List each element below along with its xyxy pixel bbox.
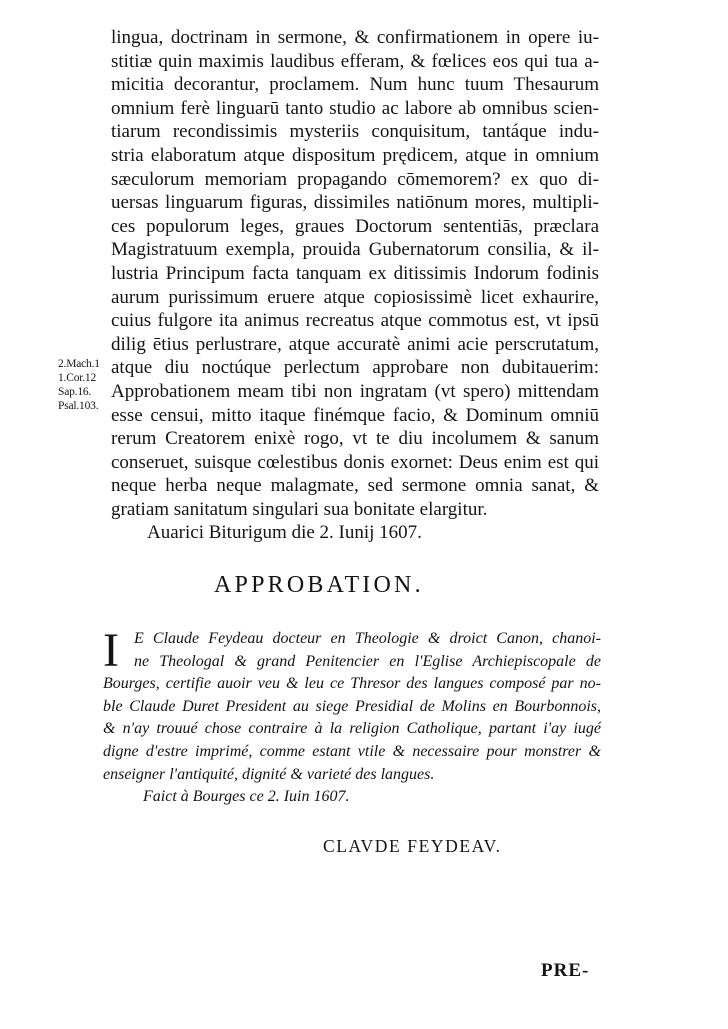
margin-note: 2.Mach.1 bbox=[58, 358, 100, 370]
latin-line: ces populorum leges, graues Doctorum sententiās, præclara bbox=[111, 215, 599, 237]
latin-line: stitiæ quin maximis laudibus efferam, & fœlices eos qui tua a- bbox=[111, 50, 599, 72]
margin-notes bbox=[58, 357, 100, 413]
latin-line: stria elaboratum atque dispositum prędicem, atque in omnium bbox=[111, 144, 599, 166]
approbation-line: & n'ay trouué chose contraire à la religion Catholique, partant i'ay iugé bbox=[103, 720, 601, 738]
margin-note: Psal.103. bbox=[58, 400, 99, 412]
latin-line: omnium ferè linguarū tanto studio ac labore ab omnibus scien- bbox=[111, 97, 599, 119]
approbation-line: Bourges, certifie auoir veu & leu ce Thresor des langues composé par no- bbox=[103, 675, 601, 693]
approbation-line: enseigner l'antiquité, dignité & varieté des langues. bbox=[103, 765, 435, 783]
margin-note: 1.Cor.12 bbox=[58, 372, 97, 384]
approbation-heading: APPROBATION. bbox=[214, 572, 424, 598]
latin-date-line: Auarici Biturigum die 2. Iunij 1607. bbox=[147, 522, 422, 544]
latin-line: conseruet, suisque cœlestibus donis exornet: Deus enim est qui bbox=[111, 451, 599, 473]
latin-line: cuius fulgore ita animus recreatus atque commotus est, vt ipsū bbox=[111, 310, 599, 332]
latin-line: Approbationem meam tibi non ingratam (vt spero) mittendam bbox=[111, 380, 599, 402]
approbation-text-block bbox=[103, 624, 601, 809]
latin-line: lustria Principum facta tanquam ex ditissimis Indorum fodinis bbox=[111, 262, 599, 284]
signature: CLAVDE FEYDEAV. bbox=[323, 836, 502, 856]
latin-line: Magistratuum exempla, prouida Gubernatorum consilia, & il- bbox=[111, 239, 599, 261]
latin-line: rerum Creatorem enixè rogo, vt te diu incolumem & sanum bbox=[111, 428, 599, 450]
latin-line: neque herba neque malagmate, sed sermone omnia sanat, & bbox=[111, 475, 599, 497]
approbation-line: ne Theologal & grand Penitencier en l'Eglise Archiepiscopale de bbox=[134, 652, 601, 670]
latin-line: tiarum recondissimis mysteriis conquisitum, tantáque indu- bbox=[111, 121, 599, 143]
margin-note: Sap.16. bbox=[58, 386, 92, 398]
approbation-line: E Claude Feydeau docteur en Theologie & droict Canon, chanoi- bbox=[134, 630, 601, 647]
approbation-line: digne d'estre imprimé, comme estant vtile & necessaire pour monstrer & bbox=[103, 742, 601, 760]
catchword: PRE- bbox=[541, 960, 590, 981]
latin-line: gratiam sanitatum singulari sua bonitate elargitur. bbox=[111, 498, 488, 520]
latin-line: atque diu noctúque perlectum approbare non dubitauerim: bbox=[111, 357, 599, 379]
latin-line: micitia decorantur, proclamem. Num hunc tuum Thesaurum bbox=[111, 74, 599, 96]
approbation-date-line: Faict à Bourges ce 2. Iuin 1607. bbox=[143, 788, 350, 806]
latin-line: lingua, doctrinam in sermone, & confirmationem in opere iu- bbox=[111, 27, 599, 48]
latin-text-block bbox=[111, 26, 599, 545]
latin-line: esse censui, mitto itaque finémque facio, & Dominum omniū bbox=[111, 404, 599, 426]
latin-line: uersas linguarum figuras, dissimiles natiōnum mores, multipli- bbox=[111, 192, 599, 214]
latin-line: dilig ētius perlustrare, atque accuratè animi acie perscrutatum, bbox=[111, 333, 599, 355]
latin-line: sæculorum memoriam propagando cōmemorem? ex quo di- bbox=[111, 168, 599, 190]
latin-line: aurum purissimum eruere atque copiosissimè licet exhaurire, bbox=[111, 286, 599, 308]
approbation-line: ble Claude Duret President au siege Presidial de Molins en Bourbonnois, bbox=[103, 697, 601, 715]
drop-cap-initial: I bbox=[103, 624, 119, 677]
